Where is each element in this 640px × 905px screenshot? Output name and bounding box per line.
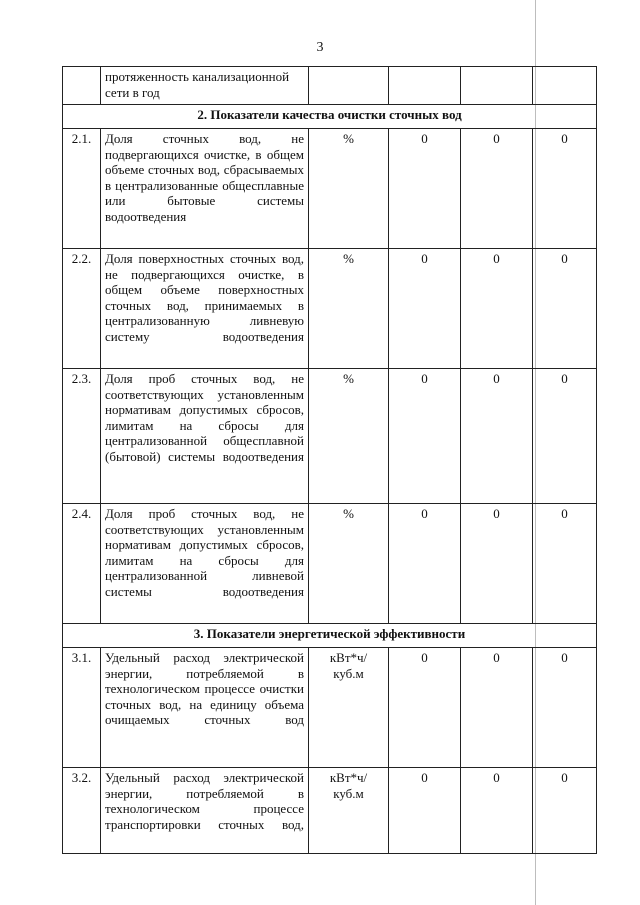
indicator-name-cell: Доля поверхностных сточных вод, не подвергающихся очистке, в общем объеме поверхностных сточных вод, принимаемых в централизованную ливневую систему водоотведения bbox=[101, 249, 309, 369]
value-cell: 0 bbox=[389, 504, 461, 624]
unit-cell bbox=[309, 67, 389, 105]
value-cell: 0 bbox=[389, 249, 461, 369]
row-number-cell bbox=[63, 67, 101, 105]
indicators-table bbox=[62, 66, 597, 854]
value-cell: 0 bbox=[533, 369, 597, 504]
unit-cell: кВт*ч/ куб.м bbox=[309, 648, 389, 768]
section-title: 3. Показатели энергетической эффективности bbox=[63, 624, 597, 648]
value-cell: 0 bbox=[533, 768, 597, 854]
value-cell: 0 bbox=[461, 249, 533, 369]
row-number-cell: 2.2. bbox=[63, 249, 101, 369]
unit-cell: % bbox=[309, 369, 389, 504]
section-header-row bbox=[63, 624, 597, 648]
section-title: 2. Показатели качества очистки сточных вод bbox=[63, 105, 597, 129]
value-cell: 0 bbox=[461, 504, 533, 624]
unit-cell: % bbox=[309, 129, 389, 249]
section-header-row bbox=[63, 105, 597, 129]
value-cell: 0 bbox=[533, 648, 597, 768]
table-row bbox=[63, 504, 597, 624]
value-cell: 0 bbox=[389, 369, 461, 504]
indicator-name-cell: Доля сточных вод, не подвергающихся очистке, в общем объеме сточных вод, сбрасываемых в централизованные общесплавные или бытовые системы водоотведения bbox=[101, 129, 309, 249]
table-row bbox=[63, 648, 597, 768]
table-row bbox=[63, 369, 597, 504]
value-cell bbox=[461, 67, 533, 105]
value-cell bbox=[533, 67, 597, 105]
value-cell bbox=[389, 67, 461, 105]
value-cell: 0 bbox=[461, 369, 533, 504]
value-cell: 0 bbox=[461, 768, 533, 854]
indicator-name-cell: Доля проб сточных вод, не соответствующих установленным нормативам допустимых сбросов, лимитам на сбросы для централизованной ливневой системы водоотведения bbox=[101, 504, 309, 624]
value-cell: 0 bbox=[533, 129, 597, 249]
value-cell: 0 bbox=[389, 768, 461, 854]
row-number-cell: 2.4. bbox=[63, 504, 101, 624]
indicator-name-cell: Удельный расход электрической энергии, потребляемой в технологическом процессе очистки сточных вод, на единицу объема очищаемых сточных вод bbox=[101, 648, 309, 768]
table-row bbox=[63, 129, 597, 249]
value-cell: 0 bbox=[533, 249, 597, 369]
page-number: 3 bbox=[316, 40, 324, 55]
row-number-cell: 2.1. bbox=[63, 129, 101, 249]
value-cell: 0 bbox=[461, 648, 533, 768]
table-row bbox=[63, 67, 597, 105]
value-cell: 0 bbox=[533, 504, 597, 624]
table-row bbox=[63, 768, 597, 854]
value-cell: 0 bbox=[461, 129, 533, 249]
row-number-cell: 3.1. bbox=[63, 648, 101, 768]
indicator-name-cell: Удельный расход электрической энергии, потребляемой в технологическом процессе транспортировки сточных вод, bbox=[101, 768, 309, 854]
value-cell: 0 bbox=[389, 648, 461, 768]
table-row bbox=[63, 249, 597, 369]
indicator-name-cell: протяженность канализационной сети в год bbox=[101, 67, 309, 105]
indicator-name-cell: Доля проб сточных вод, не соответствующих установленным нормативам допустимых сбросов, лимитам на сбросы для централизованной общесплавной (бытовой) системы водоотведения bbox=[101, 369, 309, 504]
unit-cell: % bbox=[309, 504, 389, 624]
value-cell: 0 bbox=[389, 129, 461, 249]
row-number-cell: 3.2. bbox=[63, 768, 101, 854]
unit-cell: кВт*ч/ куб.м bbox=[309, 768, 389, 854]
unit-cell: % bbox=[309, 249, 389, 369]
row-number-cell: 2.3. bbox=[63, 369, 101, 504]
